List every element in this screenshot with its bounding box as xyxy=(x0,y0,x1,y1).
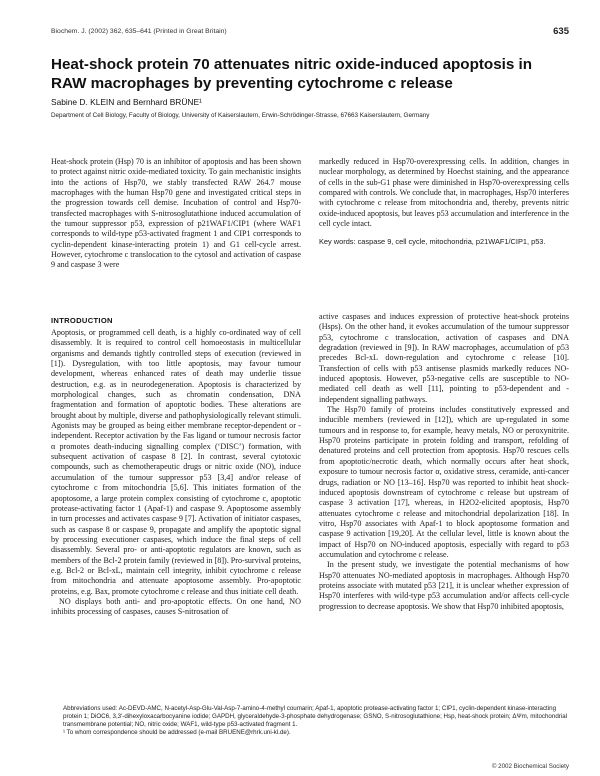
intro-paragraph-2: NO displays both anti- and pro-apoptotic effects. On one hand, NO inhibits processing of caspases, causes S-nitrosation of xyxy=(51,596,301,617)
abstract-text-left: Heat-shock protein (Hsp) 70 is an inhibitor of apoptosis and has been shown to protect against nitric oxide-mediated toxicity. To gain mechanistic insights into the actions of Hsp70, we stably transfected RAW 264.7 mouse macrophages with the human Hsp70 gene and investigated critical steps in the progression towards cell demise. Incubation of control and Hsp70-transfected macrophages with S-nitrosoglutathione induced accumulation of the tumour suppressor p53, expression of p21WAF1/CIP1 (where WAF1 corresponds to wild-type p53-activated fragment 1 and CIP1 corresponds to cyclin-dependent kinase-interacting protein 1) and G1 cell-cycle arrest. However, cytochrome c translocation to the cytosol and activation of caspase 9 and caspase 3 were xyxy=(51,157,301,270)
abbreviations-footnote: Abbreviations used: Ac-DEVD-AMC, N-acetyl-Asp-Glu-Val-Asp-7-amino-4-methyl coumarin; Apaf-1, apoptotic protease-activating factor 1; CIP1, cyclin-dependent kinase-interacting protein 1; DiOC6, 3,3′-dihexyloxacarbocyanine iodide; GAPDH, glyceraldehyde-3-phosphate dehydrogenase; GSNO, S-nitrosoglutathione; Hsp, heat-shock protein; ΔΨm, mitochondrial transmembrane potential; NO, nitric oxide; WAF1, wild-type p53-activated fragment 1. xyxy=(63,705,568,729)
intro-paragraph-1: Apoptosis, or programmed cell death, is a highly co-ordinated way of cell disassembly. It is required to control cell homoeostasis in multicellular organisms and demands tightly controlled steps of execution (reviewed in [1]). Dysregulation, with too little apoptosis, may favour tumour development, whereas enhanced rates of death may underlie tissue destruction, e.g. as in neurodegeneration. Apoptosis is characterized by morphological changes, such as chromatin condensation, DNA fragmentation and formation of apoptotic bodies. These alterations are brought about by multiple, diverse and pathophysiologically relevant stimuli. Agonists may be grouped as being either membrane receptor-dependent or -independent. Receptor activation by the Fas ligand or tumour necrosis factor α promotes death-inducing signalling complex (‘DISC’) formation, with subsequent activation of caspase 8 [2]. In contrast, several cytotoxic compounds, such as chemotherapeutic drugs or nitric oxide (NO), induce accumulation of the tumour suppressor p53 [3,4] and/or release of cytochrome c from mitochondria [5,6]. This initiates formation of the apoptosome, a large protein complex consisting of cytochrome c, apoptotic protease-activating factor 1 (Apaf-1) and caspase 9. Apoptosome assembly in turn processes and activates caspase 9 [7]. Activation of initiator caspases, such as caspase 8 or caspase 9, propagate and amplify the apoptotic signal by processing executioner caspases, which induce the final steps of cell disassembly. Several pro- or anti-apoptotic regulators are known, such as members of the Bcl-2 protein family (reviewed in [8]). Pro-survival proteins, e.g. Bcl-2 or Bcl-xL, maintain cell integrity, inhibit cytochrome c release from mitochondria and attenuate apoptosome assembly. Pro-apoptotic proteins, e.g. Bax, promote cytochrome c release and thus initiate cell death. xyxy=(51,328,301,596)
correspondence-footnote: ¹ To whom correspondence should be addressed (e-mail BRUENE@rhrk.uni-kl.de). xyxy=(63,729,291,737)
author-affiliation: Department of Cell Biology, Faculty of Biology, University of Kaiserslautern, Erwin-Schrödinger-Strasse, 67663 Kaiserslautern, Germany xyxy=(51,112,430,119)
page-number: 635 xyxy=(553,26,569,37)
abstract-right-column xyxy=(319,157,569,229)
footnotes xyxy=(51,705,569,737)
article-authors: Sabine D. KLEIN and Bernhard BRÜNE¹ xyxy=(51,97,202,107)
keywords: Key words: caspase 9, cell cycle, mitochondria, p21WAF1/CIP1, p53. xyxy=(319,237,546,246)
abstract-text-right: markedly reduced in Hsp70-overexpressing cells. In addition, changes in nuclear morphology, as determined by Hoechst staining, and the appearance of cells in the sub-G1 phase were diminished in Hsp70-overexpressing cells compared with controls. We conclude that, in macrophages, Hsp70 interferes with cytochrome c release from mitochondria and, thereby, prevents nitric oxide-induced apoptosis, but leaves p53 accumulation and interference in the cell cycle intact. xyxy=(319,157,569,229)
intro-paragraph-5: In the present study, we investigate the potential mechanisms of how Hsp70 attenuates NO-mediated apoptosis in macrophages. Although Hsp70 proteins associate with mutated p53 [21], it is unclear whether expression of Hsp70 interferes with wild-type p53 accumulation and/or affects cell-cycle progression to decrease apoptosis. We show that Hsp70 inhibited apoptosis, xyxy=(319,560,569,611)
body-right-column xyxy=(319,312,569,612)
running-head xyxy=(51,26,569,40)
article-title: Heat-shock protein 70 attenuates nitric oxide-induced apoptosis in RAW macrophages by preventing cytochrome c release xyxy=(51,56,533,92)
body-left-column xyxy=(51,328,301,618)
copyright-notice: © 2002 Biochemical Society xyxy=(491,763,569,770)
section-heading-introduction: INTRODUCTION xyxy=(51,316,113,325)
intro-paragraph-4: The Hsp70 family of proteins includes constitutively expressed and inducible members (reviewed in [12]), which are up-regulated in some tumours and in response to, for example, heavy metals, NO or peroxynitrite. Hsp70 proteins participate in protein folding and transport, refolding of denatured proteins and cell protection from apoptosis. Hsp70 rescues cells from apoptotic/necrotic death, which normally occurs after heat shock, exposure to tumour necrosis factor α, oxidative stress, ceramide, anti-cancer drugs, radiation or NO [13–16]. Hsp70 was reported to inhibit heat shock-induced apoptosis downstream of cytochrome c release but upstream of caspase 3 activation [17], whereas, in H2O2-elicited apoptosis, Hsp70 attenuates cytochrome c release and mitochondrial depolarization [18]. In vitro, Hsp70 associates with Apaf-1 to block apoptosome formation and caspase 9 activation [19,20]. At the cellular level, little is known about the impact of Hsp70 on NO-induced apoptosis, especially with regard to p53 accumulation and cytochrome c release. xyxy=(319,405,569,559)
intro-paragraph-3: active caspases and induces expression of protective heat-shock proteins (Hsps). On the other hand, it evokes accumulation of the tumour suppressor p53, cytochrome c translocation, activation of caspases and DNA degradation (reviewed in [9]). In RAW macrophages, accumulation of p53 precedes Bcl-xL down-regulation and cytochrome c release [10]. Transfection of cells with p53 antisense plasmids markedly reduces NO-induced apoptosis. However, p53-negative cells are susceptible to NO-mediated cell death as well [11], pointing to p53-dependent and -independent signalling pathways. xyxy=(319,312,569,404)
abstract-left-column xyxy=(51,157,301,271)
journal-citation: Biochem. J. (2002) 362, 635–641 (Printed in Great Britain) xyxy=(51,28,227,35)
